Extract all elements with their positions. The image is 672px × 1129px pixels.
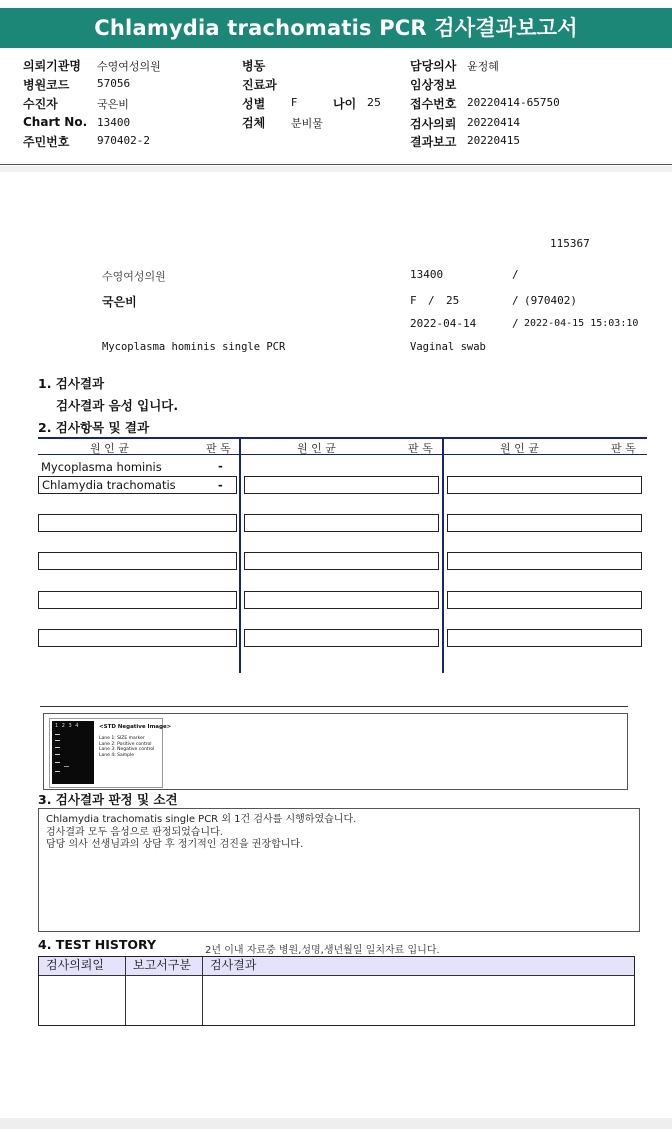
report-birth-slash: / xyxy=(512,294,519,307)
row-2-result: - xyxy=(218,478,223,492)
table-col-divider-1 xyxy=(239,437,241,673)
col-pathogen-1: 원 인 균 xyxy=(90,442,129,455)
report-patient: 국은비 xyxy=(102,295,137,309)
empty-cell xyxy=(244,629,439,647)
comments-text xyxy=(46,814,356,852)
empty-cell xyxy=(38,552,237,570)
col-result-3: 판 독 xyxy=(611,442,636,455)
gel-band xyxy=(55,740,60,741)
history-col-report-type: 보고서구분 xyxy=(126,957,203,975)
gel-band xyxy=(55,747,60,748)
report-test-name: Mycoplasma hominis single PCR xyxy=(102,341,286,353)
specimen-value: 분비물 xyxy=(291,117,323,130)
report-datetime: 2022-04-15 15:03:10 xyxy=(524,318,639,329)
report-birth: (970402) xyxy=(524,294,577,307)
institution-label: 의뢰기관명 xyxy=(23,59,81,73)
gel-title: <STD Negative Image> xyxy=(99,724,172,730)
hospital-code-label: 병원코드 xyxy=(23,78,70,92)
gel-photo xyxy=(52,721,94,784)
report-id: 115367 xyxy=(550,237,590,250)
comment-line-3: 담당 의사 선생님과의 상담 후 정기적인 검진을 권장합니다. xyxy=(46,839,304,850)
resident-no-value: 970402-2 xyxy=(97,134,150,147)
section-1-text: 검사결과 음성 입니다. xyxy=(56,398,179,413)
gel-divider xyxy=(40,706,628,707)
report-sex: F xyxy=(410,294,417,307)
row-2-cell xyxy=(38,476,237,494)
history-col-request-date: 검사의뢰일 xyxy=(39,957,126,975)
empty-cell xyxy=(447,591,642,609)
history-table xyxy=(38,956,635,1026)
report-age: 25 xyxy=(446,294,460,307)
empty-cell xyxy=(447,514,642,532)
history-note: 2년 이내 자료중 병원,성명,생년월일 일치자료 입니다. xyxy=(205,945,440,956)
sex-value: F xyxy=(291,96,298,109)
gel-band xyxy=(55,771,60,772)
empty-cell xyxy=(447,629,642,647)
row-2-pathogen: Chlamydia trachomatis xyxy=(42,478,176,492)
empty-cell xyxy=(38,514,237,532)
report-sex-age-sep: / xyxy=(428,294,435,307)
gel-legend-1: Lane 1: SIZE marker xyxy=(99,736,145,741)
patient-value: 국은비 xyxy=(97,98,129,111)
clinical-info-label: 임상정보 xyxy=(410,78,457,92)
gel-legend-4: Lane 4: Sample xyxy=(99,752,134,758)
doctor-label: 담당의사 xyxy=(410,59,457,73)
empty-cell xyxy=(244,476,439,494)
empty-cell xyxy=(38,591,237,609)
section-4-title: 4. TEST HISTORY xyxy=(38,937,157,952)
col-result-1: 판 독 xyxy=(206,442,231,455)
gel-legend-3: Lane 3: Negative control xyxy=(99,747,155,752)
report-date-value: 20220415 xyxy=(467,134,520,147)
section-3-title: 3. 검사결과 판정 및 소견 xyxy=(38,792,178,807)
report-date-label: 결과보고 xyxy=(410,135,457,149)
empty-cell xyxy=(447,552,642,570)
gel-band xyxy=(55,754,60,755)
request-date-value: 20220414 xyxy=(467,116,520,129)
report-request-date: 2022-04-14 xyxy=(410,317,477,330)
row-1-result: - xyxy=(218,459,223,473)
report-title: Chlamydia trachomatis PCR 검사결과보고서 xyxy=(0,8,672,48)
patient-label: 수진자 xyxy=(23,97,58,111)
ward-label: 병동 xyxy=(242,59,266,73)
section-1-title: 1. 검사결과 xyxy=(38,376,105,391)
report-chart-slash: / xyxy=(512,268,519,281)
empty-cell xyxy=(244,514,439,532)
empty-cell xyxy=(244,552,439,570)
table-top-line xyxy=(38,437,647,439)
gel-band xyxy=(55,762,60,763)
age-label: 나이 xyxy=(333,97,357,111)
specimen-label: 검체 xyxy=(242,116,266,130)
table-col-divider-2 xyxy=(442,437,444,673)
doctor-value: 윤정혜 xyxy=(467,60,499,73)
history-col-result: 검사결과 xyxy=(203,957,634,975)
empty-cell xyxy=(38,629,237,647)
report-hospital: 수영여성의원 xyxy=(102,270,166,283)
report-sample: Vaginal swab xyxy=(410,341,486,353)
institution-value: 수영여성의원 xyxy=(97,60,161,73)
gel-image xyxy=(49,718,172,788)
col-result-2: 판 독 xyxy=(408,442,433,455)
page-bottom-gap xyxy=(0,1118,672,1129)
hospital-code-value: 57056 xyxy=(97,77,131,90)
gel-band xyxy=(64,766,69,767)
table-header-line xyxy=(38,454,647,455)
section-2-title: 2. 검사항목 및 결과 xyxy=(38,420,150,435)
empty-cell xyxy=(447,476,642,494)
dept-label: 진료과 xyxy=(242,78,277,92)
row-1-pathogen: Mycoplasma hominis xyxy=(41,460,162,474)
gel-image-box xyxy=(43,713,628,790)
comment-line-2: 검사결과 모두 음성으로 판정되었습니다. xyxy=(46,826,223,838)
chart-no-label: Chart No. xyxy=(23,115,88,129)
gel-legend xyxy=(99,736,154,758)
history-header-line xyxy=(39,975,634,976)
resident-no-label: 주민번호 xyxy=(23,135,70,149)
comment-line-1: Chlamydia trachomatis single PCR 외 1건 검사를 시행하였습니다. xyxy=(46,814,357,825)
col-pathogen-2: 원 인 균 xyxy=(297,442,336,455)
request-date-label: 검사의뢰 xyxy=(410,117,457,131)
empty-cell xyxy=(244,591,439,609)
col-pathogen-3: 원 인 균 xyxy=(500,442,539,455)
gel-legend-2: Lane 2: Positive control xyxy=(99,741,152,747)
page-gap xyxy=(0,166,672,172)
sex-label: 성별 xyxy=(242,97,266,111)
receipt-no-label: 접수번호 xyxy=(410,97,457,111)
report-chart: 13400 xyxy=(410,268,444,281)
gel-lane-numbers: 1 2 3 4 xyxy=(55,723,80,729)
header-divider xyxy=(0,164,672,165)
chart-no-value: 13400 xyxy=(97,116,131,129)
history-divider xyxy=(125,975,126,1025)
receipt-no-value: 20220414-65750 xyxy=(467,96,560,109)
comments-box xyxy=(38,808,640,932)
gel-band xyxy=(55,734,60,735)
history-divider xyxy=(202,975,203,1025)
report-datetime-slash: / xyxy=(512,317,519,330)
age-value: 25 xyxy=(367,96,381,109)
